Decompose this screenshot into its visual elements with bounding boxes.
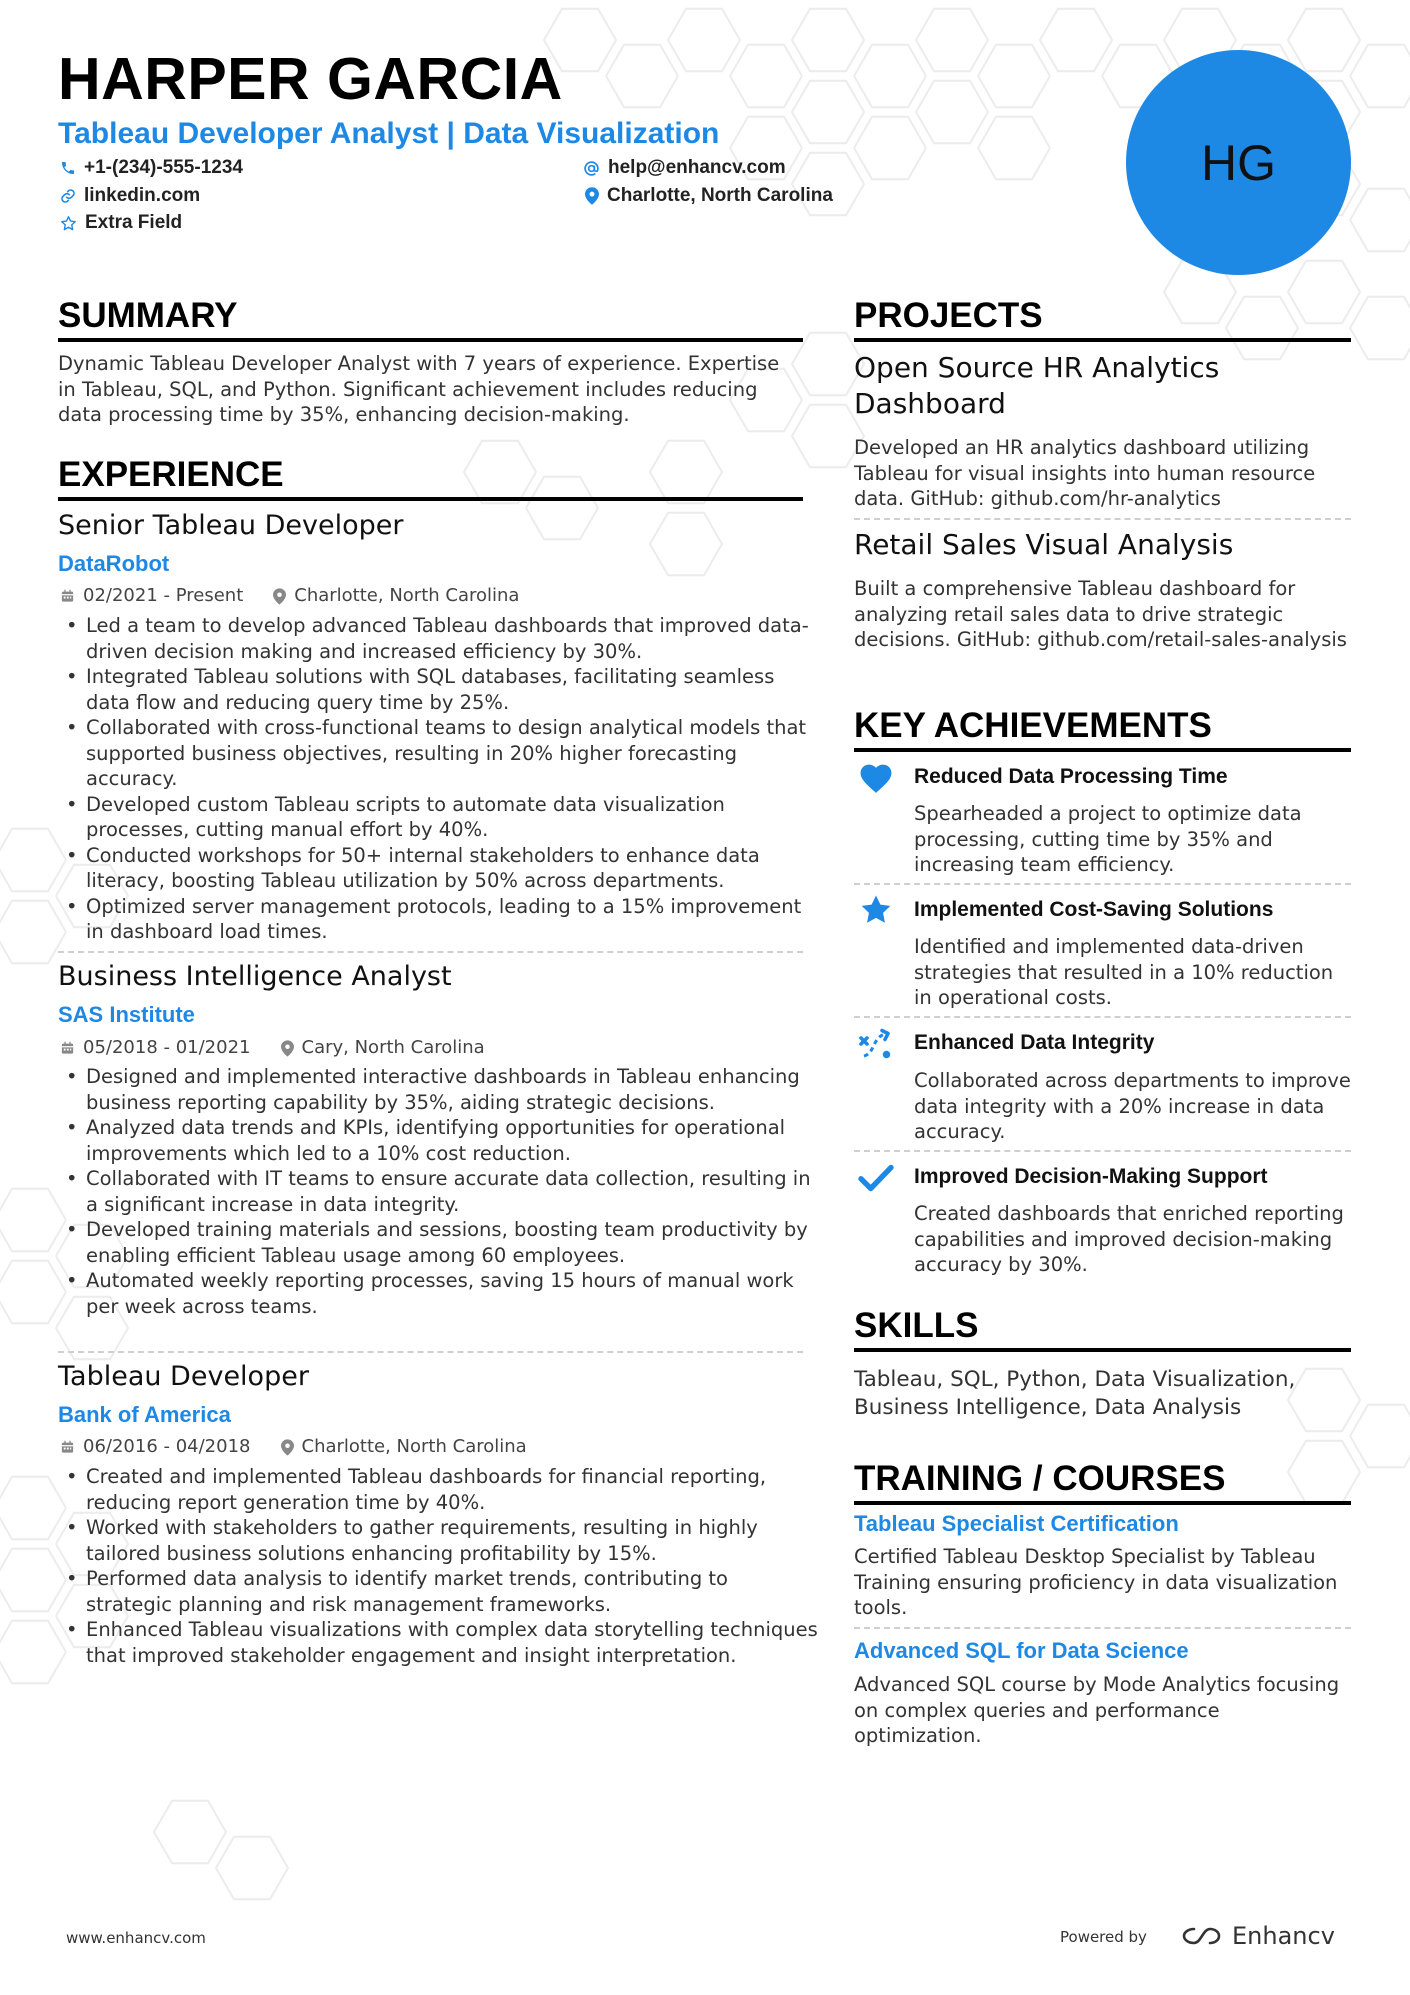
at-icon bbox=[583, 160, 600, 177]
list-item: • Led a team to develop advanced Tableau dashboards that improved data-driven decision making and increased efficiency by 30%. bbox=[58, 613, 818, 664]
skills-heading: SKILLS bbox=[854, 1306, 1351, 1352]
project-description: Developed an HR analytics dashboard utilizing Tableau for visual insights into human resource data. GitHub: github.com/hr-analytics bbox=[854, 436, 1316, 510]
achievement-icon bbox=[856, 1158, 896, 1198]
achievement-icon bbox=[856, 757, 896, 797]
job-location bbox=[281, 1436, 527, 1458]
achievement-icon bbox=[856, 890, 896, 930]
divider bbox=[854, 1627, 1351, 1629]
summary-text: Dynamic Tableau Developer Analyst with 7 years of experience. Expertise in Tableau, SQL, and Python. Significant achievement includes reducing data processing time by 35%, enhancing decision-making. bbox=[58, 352, 780, 426]
job-title: Senior Tableau Developer bbox=[58, 510, 404, 541]
calendar-icon bbox=[60, 1040, 75, 1056]
course-description: Certified Tableau Desktop Specialist by Tableau Training ensuring proficiency in data visualization tools. bbox=[854, 1545, 1338, 1619]
linkedin-text: linkedin.com bbox=[84, 185, 201, 206]
star-icon bbox=[859, 893, 893, 927]
brand-logo[interactable] bbox=[1180, 1922, 1335, 1950]
job-meta bbox=[60, 585, 549, 607]
achievement-description: Created dashboards that enriched reporting capabilities and improved decision-making accuracy by 30%. bbox=[914, 1202, 1344, 1276]
achievement-description: Collaborated across departments to improve data integrity with a 20% increase in data accuracy. bbox=[914, 1069, 1351, 1143]
projects-heading: PROJECTS bbox=[854, 296, 1351, 342]
course-title: Tableau Specialist Certification bbox=[854, 1511, 1179, 1536]
job-title: Tableau Developer bbox=[58, 1361, 309, 1392]
extra-field-contact bbox=[60, 211, 182, 235]
job-location-text: Charlotte, North Carolina bbox=[294, 585, 520, 606]
project-description: Built a comprehensive Tableau dashboard for analyzing retail sales data to drive strategic decisions. GitHub: github.com/retail-sales-analysis bbox=[854, 577, 1347, 651]
extra-field-text: Extra Field bbox=[85, 212, 183, 233]
location-contact bbox=[585, 184, 833, 208]
divider bbox=[854, 518, 1351, 520]
job-dates bbox=[60, 1037, 251, 1059]
phone-text: +1-(234)-555-1234 bbox=[84, 157, 243, 178]
list-item: • Analyzed data trends and KPIs, identifying opportunities for operational improvements which led to a 10% cost reduction. bbox=[58, 1115, 818, 1166]
candidate-title: Tableau Developer Analyst | Data Visualization bbox=[58, 117, 720, 150]
job-dates bbox=[60, 1436, 251, 1458]
divider bbox=[854, 1150, 1351, 1152]
achievement-icon bbox=[856, 1024, 896, 1064]
job-meta bbox=[60, 1037, 515, 1059]
email-contact[interactable] bbox=[583, 156, 786, 180]
skills-text: Tableau, SQL, Python, Data Visualization, Business Intelligence, Data Analysis bbox=[854, 1367, 1296, 1420]
achievement-title: Reduced Data Processing Time bbox=[914, 765, 1228, 788]
job-bullets bbox=[58, 1064, 818, 1319]
divider bbox=[58, 951, 803, 953]
summary-heading: SUMMARY bbox=[58, 296, 803, 342]
achievement-description: Spearheaded a project to optimize data processing, cutting time by 35% and increasing team efficiency. bbox=[914, 802, 1302, 876]
location-pin-icon bbox=[273, 588, 286, 605]
job-bullets bbox=[58, 613, 818, 945]
location-pin-icon bbox=[281, 1439, 294, 1456]
location-pin-icon bbox=[585, 187, 599, 205]
project-title: Retail Sales Visual Analysis bbox=[854, 528, 1234, 561]
list-item: • Developed training materials and sessions, boosting team productivity by enabling efficient Tableau usage among 60 employees. bbox=[58, 1217, 818, 1268]
star-outline-icon bbox=[60, 215, 77, 232]
list-item: • Performed data analysis to identify market trends, contributing to strategic planning and risk management frameworks. bbox=[58, 1566, 818, 1617]
training-heading: TRAINING / COURSES bbox=[854, 1459, 1351, 1505]
list-item: • Collaborated with IT teams to ensure accurate data collection, resulting in a significant increase in data integrity. bbox=[58, 1166, 818, 1217]
job-dates bbox=[60, 585, 243, 607]
list-item: • Enhanced Tableau visualizations with complex data storytelling techniques that improved stakeholder engagement and insight interpretation. bbox=[58, 1617, 818, 1668]
enhancv-logo-icon bbox=[1180, 1925, 1224, 1947]
phone-contact[interactable] bbox=[60, 156, 243, 180]
list-item: • Conducted workshops for 50+ internal stakeholders to enhance data literacy, boosting Tableau utilization by 50% across departments. bbox=[58, 843, 818, 894]
list-item: • Worked with stakeholders to gather requirements, resulting in highly tailored business solutions enhancing profitability by 15%. bbox=[58, 1515, 818, 1566]
footer-website[interactable]: www.enhancv.com bbox=[66, 1929, 206, 1947]
email-text: help@enhancv.com bbox=[608, 157, 786, 178]
avatar-initials: HG bbox=[1201, 134, 1276, 191]
job-dates-text: 06/2016 - 04/2018 bbox=[83, 1436, 251, 1457]
company-name: DataRobot bbox=[58, 551, 170, 576]
list-item: • Integrated Tableau solutions with SQL databases, facilitating seamless data flow and reducing query time by 25%. bbox=[58, 664, 818, 715]
list-item: • Designed and implemented interactive dashboards in Tableau enhancing business reporting capability by 35%, aiding strategic decisions. bbox=[58, 1064, 818, 1115]
job-title: Business Intelligence Analyst bbox=[58, 961, 452, 992]
project-title: Open Source HR Analytics Dashboard bbox=[854, 351, 1220, 420]
candidate-name: HARPER GARCIA bbox=[58, 46, 563, 112]
job-location-text: Charlotte, North Carolina bbox=[301, 1436, 527, 1457]
list-item: • Automated weekly reporting processes, saving 15 hours of manual work per week across teams. bbox=[58, 1268, 818, 1319]
job-dates-text: 02/2021 - Present bbox=[83, 585, 244, 606]
job-location-text: Cary, North Carolina bbox=[301, 1037, 485, 1058]
job-meta bbox=[60, 1436, 557, 1458]
job-bullets bbox=[58, 1464, 818, 1668]
calendar-icon bbox=[60, 1439, 75, 1455]
list-item: • Developed custom Tableau scripts to automate data visualization processes, cutting manual effort by 40%. bbox=[58, 792, 818, 843]
link-icon bbox=[60, 188, 76, 204]
calendar-icon bbox=[60, 588, 75, 604]
achievement-title: Implemented Cost-Saving Solutions bbox=[914, 898, 1274, 921]
linkedin-contact[interactable] bbox=[60, 184, 200, 208]
list-item: • Created and implemented Tableau dashboards for financial reporting, reducing report generation time by 40%. bbox=[58, 1464, 818, 1515]
powered-by-label: Powered by bbox=[1060, 1928, 1147, 1946]
list-item: • Collaborated with cross-functional teams to design analytical models that supported business objectives, resulting in 20% higher forecasting accuracy. bbox=[58, 715, 818, 792]
location-pin-icon bbox=[281, 1040, 294, 1057]
company-name: Bank of America bbox=[58, 1402, 231, 1427]
job-location bbox=[273, 585, 519, 607]
phone-icon bbox=[60, 160, 76, 176]
achievement-title: Improved Decision-Making Support bbox=[914, 1165, 1268, 1188]
heart-icon bbox=[857, 760, 895, 794]
job-location bbox=[281, 1037, 485, 1059]
job-dates-text: 05/2018 - 01/2021 bbox=[83, 1037, 251, 1058]
list-item: • Optimized server management protocols, leading to a 15% improvement in dashboard load times. bbox=[58, 894, 818, 945]
divider bbox=[854, 883, 1351, 885]
experience-heading: EXPERIENCE bbox=[58, 455, 803, 501]
checkmark-icon bbox=[858, 1163, 894, 1193]
divider bbox=[58, 1351, 803, 1353]
route-icon bbox=[858, 1026, 894, 1062]
brand-name: Enhancv bbox=[1232, 1922, 1335, 1950]
achievements-heading: KEY ACHIEVEMENTS bbox=[854, 706, 1351, 752]
course-description: Advanced SQL course by Mode Analytics focusing on complex queries and performance optimization. bbox=[854, 1673, 1340, 1747]
location-text: Charlotte, North Carolina bbox=[607, 185, 833, 206]
achievement-title: Enhanced Data Integrity bbox=[914, 1031, 1155, 1054]
company-name: SAS Institute bbox=[58, 1002, 195, 1027]
achievement-description: Identified and implemented data-driven strategies that resulted in a 10% reduction in operational costs. bbox=[914, 935, 1334, 1009]
avatar bbox=[1126, 50, 1351, 275]
course-title: Advanced SQL for Data Science bbox=[854, 1638, 1189, 1663]
divider bbox=[854, 1016, 1351, 1018]
